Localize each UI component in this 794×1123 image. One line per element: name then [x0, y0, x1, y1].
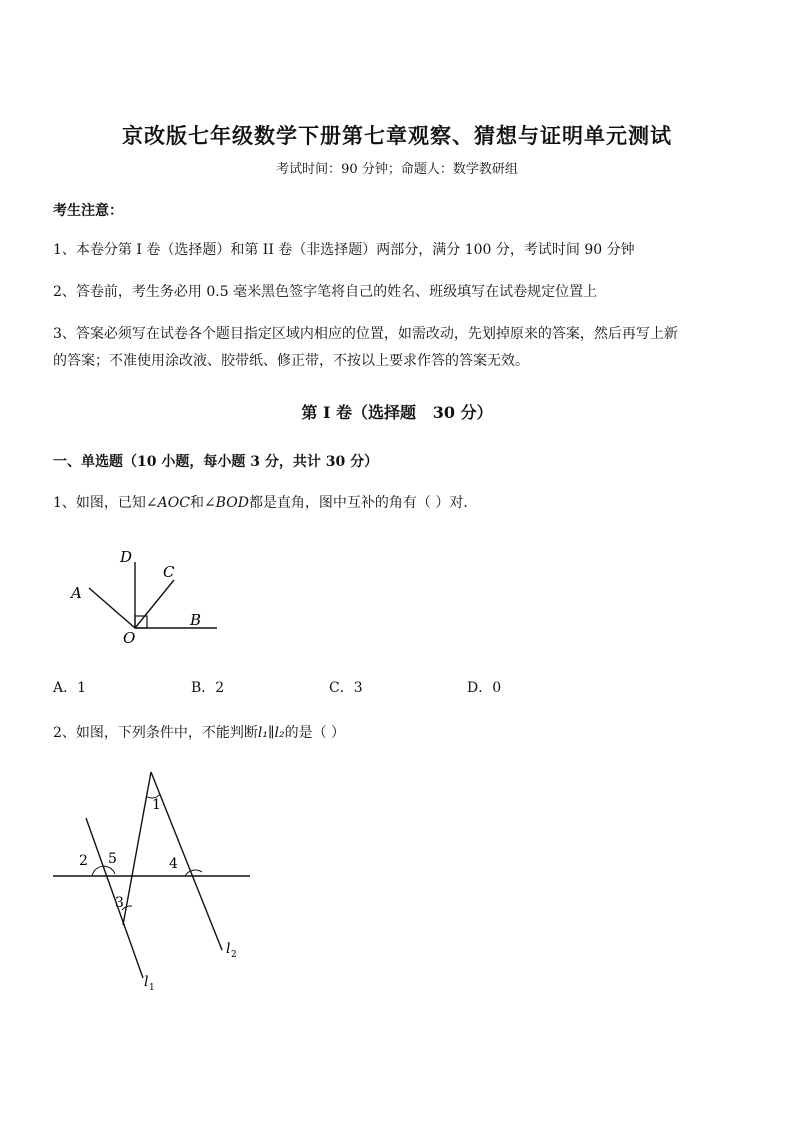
angle-label-1: 1: [152, 797, 161, 813]
question-2-text: [53, 720, 345, 747]
angle-label-4: 4: [169, 856, 178, 872]
angle-label-2: 2: [79, 853, 88, 869]
page-title: 京改版七年级数学下册第七章观察、猜想与证明单元测试: [122, 123, 672, 148]
question-2-figure: [50, 760, 270, 1000]
label-o: O: [123, 629, 136, 647]
label-l2-sub: 2: [231, 950, 237, 960]
question-1-figure: [60, 540, 230, 650]
q1-option-b[interactable]: B．2: [191, 680, 225, 696]
label-b: B: [190, 611, 202, 629]
q2-suffix: 的是（ ）: [284, 725, 346, 741]
q1-angle-bod: ∠BOD: [203, 495, 249, 511]
angle-label-5: 5: [108, 851, 117, 867]
q1-prefix: 1、如图，已知: [53, 495, 146, 511]
q1-mid: 和: [189, 495, 204, 511]
line-l2: [151, 772, 222, 950]
q1-option-a[interactable]: A．1: [53, 680, 87, 696]
notice-item-3: 3、答案必须写在试卷各个题目指定区域内相应的位置，如需改动，先划掉原来的答案，然后再写上新: [53, 326, 678, 342]
q1-option-d[interactable]: D．0: [467, 680, 502, 696]
q2-prefix: 2、如图，下列条件中，不能判断: [53, 725, 258, 741]
exam-info: 考试时间：90 分钟；命题人：数学教研组: [276, 162, 518, 177]
notice-item-3-cont: 的答案；不准使用涂改液、胶带纸、修正带，不按以上要求作答的答案无效。: [53, 353, 529, 369]
ray-oc: [135, 580, 174, 628]
ray-oa: [89, 588, 135, 628]
q2-parallel-expr: l₁∥l₂: [257, 725, 285, 741]
q1-angle-aoc: ∠AOC: [145, 495, 190, 511]
part-heading: 一、单选题（10 小题，每小题 3 分，共计 30 分）: [53, 454, 379, 470]
notice-item-1: 1、本卷分第 I 卷（选择题）和第 II 卷（非选择题）两部分，满分 100 分，考试时间 90 分钟: [53, 242, 635, 258]
label-l1: l: [144, 974, 149, 990]
angle-4-arc: [185, 870, 202, 876]
label-a: A: [71, 584, 82, 602]
label-l2: l: [226, 941, 231, 957]
section-title: 第 I 卷（选择题 30 分）: [301, 403, 493, 422]
q1-option-c[interactable]: C．3: [329, 680, 363, 696]
middle-line: [123, 772, 151, 925]
label-d: D: [120, 548, 133, 566]
label-l1-sub: 1: [149, 983, 155, 993]
question-1-text: [53, 490, 477, 517]
angle-label-3: 3: [115, 895, 124, 911]
notice-item-2: 2、答卷前，考生务必用 0.5 毫米黑色签字笔将自己的姓名、班级填写在试卷规定位置上: [53, 284, 598, 300]
label-c: C: [163, 563, 175, 581]
notice-heading: 考生注意：: [53, 203, 123, 219]
q1-suffix: 都是直角，图中互补的角有（ ）对．: [248, 495, 478, 511]
